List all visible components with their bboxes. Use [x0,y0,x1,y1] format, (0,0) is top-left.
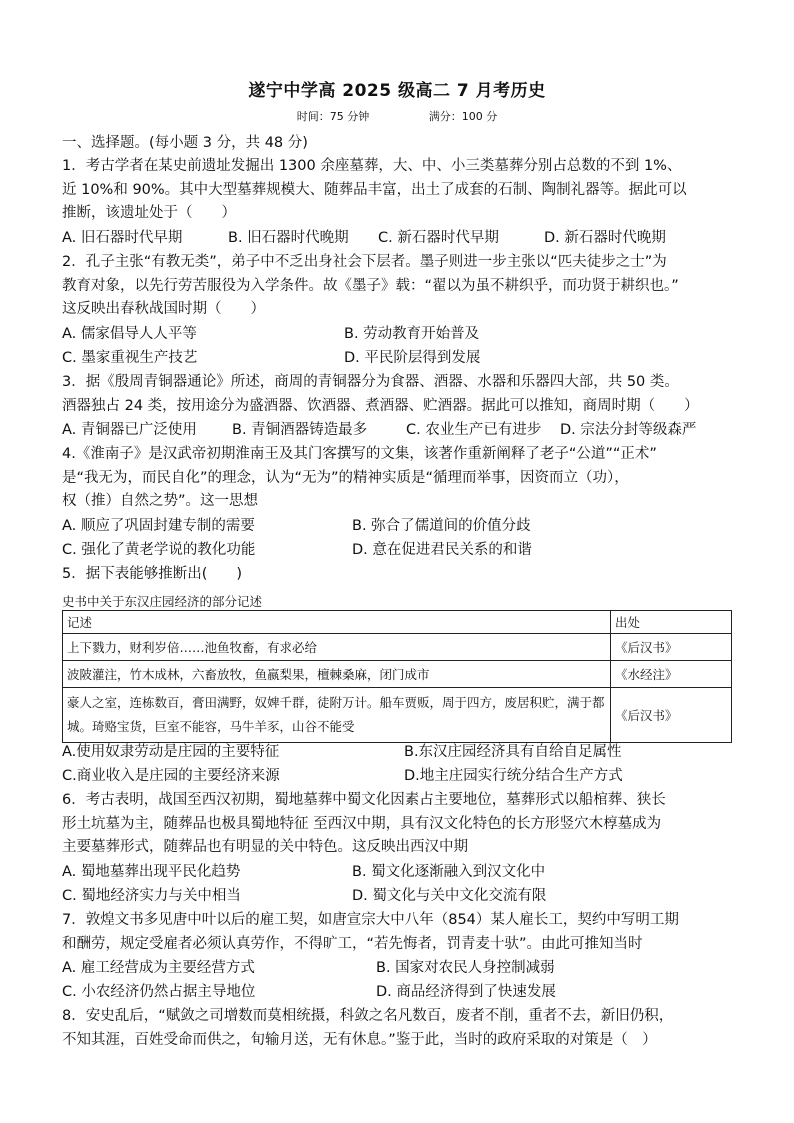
q6-line: 形土坑墓为主，随葬品也极具蜀地特征 至西汉中期，具有汉文化特色的长方形竖穴木椁墓成为 [62,816,662,832]
q4-option-d: D. 意在促进君民关系的和谐 [352,542,532,558]
q5-option-d: D.地主庄园实行统分结合生产方式 [404,768,623,784]
table-cell: 《后汉书》 [611,634,732,661]
table-row [63,688,732,743]
q3-line: 酒器独占 24 类，按用途分为盛酒器、饮酒器、煮酒器、贮酒器。据此可以推知，商周时期（ ） [62,398,699,414]
q7-option-d: D. 商品经济得到了快速发展 [376,984,556,1000]
table-row [63,634,732,661]
q6-line: 6．考古表明，战国至西汉初期，蜀地墓葬中蜀文化因素占主要地位，墓葬形式以船棺葬、狭长 [62,792,666,808]
q7-option-b: B. 国家对农民人身控制减弱 [376,960,555,976]
q4-line: 权（推）自然之势”。这一思想 [62,493,259,509]
q1-line: 推断，该遗址处于（ ） [62,205,236,221]
records-table [62,610,732,743]
exam-meta [0,108,794,124]
q3-line: 3．据《殷周青铜器通论》所述，商周的青铜器分为食器、酒器、水器和乐器四大部，共 50 类。 [62,374,679,390]
table-caption: 史书中关于东汉庄园经济的部分记述 [62,594,263,609]
q8-line: 不知其涯，百姓受命而供之，旬输月送，无有休息。”鉴于此，当时的政府采取的对策是（ ） [62,1032,657,1048]
table-header-cell: 记述 [63,611,611,634]
q7-line: 和酬劳，规定受雇者必须认真劳作，不得旷工，“若先悔者，罚青麦十驮”。由此可推知当时 [62,936,643,952]
table-cell: 上下戮力，财利岁倍……池鱼牧畜，有求必给 [63,634,611,661]
table-header-cell: 出处 [611,611,732,634]
q6-option-d: D. 蜀文化与关中文化交流有限 [352,888,547,904]
q5-option-b: B.东汉庄园经济具有自给自足属性 [404,744,622,760]
table-cell: 波陂灌注，竹木成林，六畜放牧，鱼嬴梨果，檀棘桑麻，闭门成市 [63,661,611,688]
q4-option-b: B. 弥合了儒道间的价值分歧 [352,518,531,534]
q3-option-b: B. 青铜酒器铸造最多 [232,422,368,438]
q4-line: 是“我无为，而民自化”的理念，认为“无为”的精神实质是“循理而举事，因资而立（功）， [62,470,629,486]
q1-option-c: C. 新石器时代早期 [378,230,499,246]
q1-option-b: B. 旧石器时代晚期 [228,230,349,246]
exam-time: 时间：75 分钟 [296,110,370,123]
q4-option-c: C. 强化了黄老学说的教化功能 [62,542,256,558]
q1-line: 近 10%和 90%。其中大型墓葬规模大、随葬品丰富，出土了成套的石制、陶制礼器等。据此可以 [62,182,687,198]
q6-line: 主要墓葬形式，随葬品也有明显的关中特色。这反映出西汉中期 [62,839,468,855]
q2-line: 2．孔子主张“有教无类”，弟子中不乏出身社会下层者。墨子则进一步主张以“匹夫徒步之士”为 [62,254,667,270]
q3-option-d: D. 宗法分封等级森严 [560,422,697,438]
table-header-row [63,611,732,634]
table-cell: 《水经注》 [611,661,732,688]
q2-option-a: A. 儒家倡导人人平等 [62,326,197,342]
q2-option-c: C. 墨家重视生产技艺 [62,350,198,366]
q5-option-c: C.商业收入是庄园的主要经济来源 [62,768,280,784]
table-row [63,661,732,688]
table-cell: 《后汉书》 [611,688,732,743]
q2-option-d: D. 平民阶层得到发展 [344,350,481,366]
q2-line: 这反映出春秋战国时期（ ） [62,301,265,317]
q3-option-c: C. 农业生产已有进步 [406,422,542,438]
q7-line: 7．敦煌文书多见唐中叶以后的雇工契，如唐宣宗大中八年（854）某人雇长工，契约中写明工期 [62,912,679,928]
q6-option-a: A. 蜀地墓葬出现平民化趋势 [62,864,241,880]
q1-line: 1．考古学者在某史前遗址发掘出 1300 余座墓葬，大、中、小三类墓葬分别占总数的不到 1%、 [62,158,682,174]
page-title: 遂宁中学高 2025 级高二 7 月考历史 [248,81,546,101]
q7-option-c: C. 小农经济仍然占据主导地位 [62,984,256,1000]
q8-line: 8．安史乱后，“赋敛之司增数而莫相统摄，科敛之名凡数百，废者不削，重者不去，新旧仍积， [62,1008,674,1024]
q2-option-b: B. 劳动教育开始普及 [344,326,480,342]
q5-option-a: A.使用奴隶劳动是庄园的主要特征 [62,744,280,760]
q4-option-a: A. 顺应了巩固封建专制的需要 [62,518,255,534]
q1-option-d: D. 新石器时代晚期 [544,230,666,246]
table-cell: 豪人之室，连栋数百，膏田满野，奴婢千群，徒附万计。船车贾贩，周于四方，废居积贮，满于都城。琦赂宝货，巨室不能容，马牛羊豕，山谷不能受 [63,688,611,743]
q3-option-a: A. 青铜器已广泛使用 [62,422,197,438]
section-heading: 一、选择题。(每小题 3 分，共 48 分) [62,135,308,151]
q7-option-a: A. 雇工经营成为主要经营方式 [62,960,255,976]
q1-option-a: A. 旧石器时代早期 [62,230,183,246]
exam-score: 满分：100 分 [428,110,498,123]
q6-option-c: C. 蜀地经济实力与关中相当 [62,888,241,904]
q6-option-b: B. 蜀文化逐渐融入到汉文化中 [352,864,546,880]
q2-line: 教育对象，以先行劳苦服役为入学条件。故《墨子》载：“翟以为虽不耕织乎，而功贤于耕织也。” [62,278,679,294]
q5-stem: 5．据下表能够推断出( ) [62,566,243,582]
q4-line: 4.《淮南子》是汉武帝初期淮南王及其门客撰写的文集，该著作重新阐释了老子“公道”“正术” [62,446,657,462]
